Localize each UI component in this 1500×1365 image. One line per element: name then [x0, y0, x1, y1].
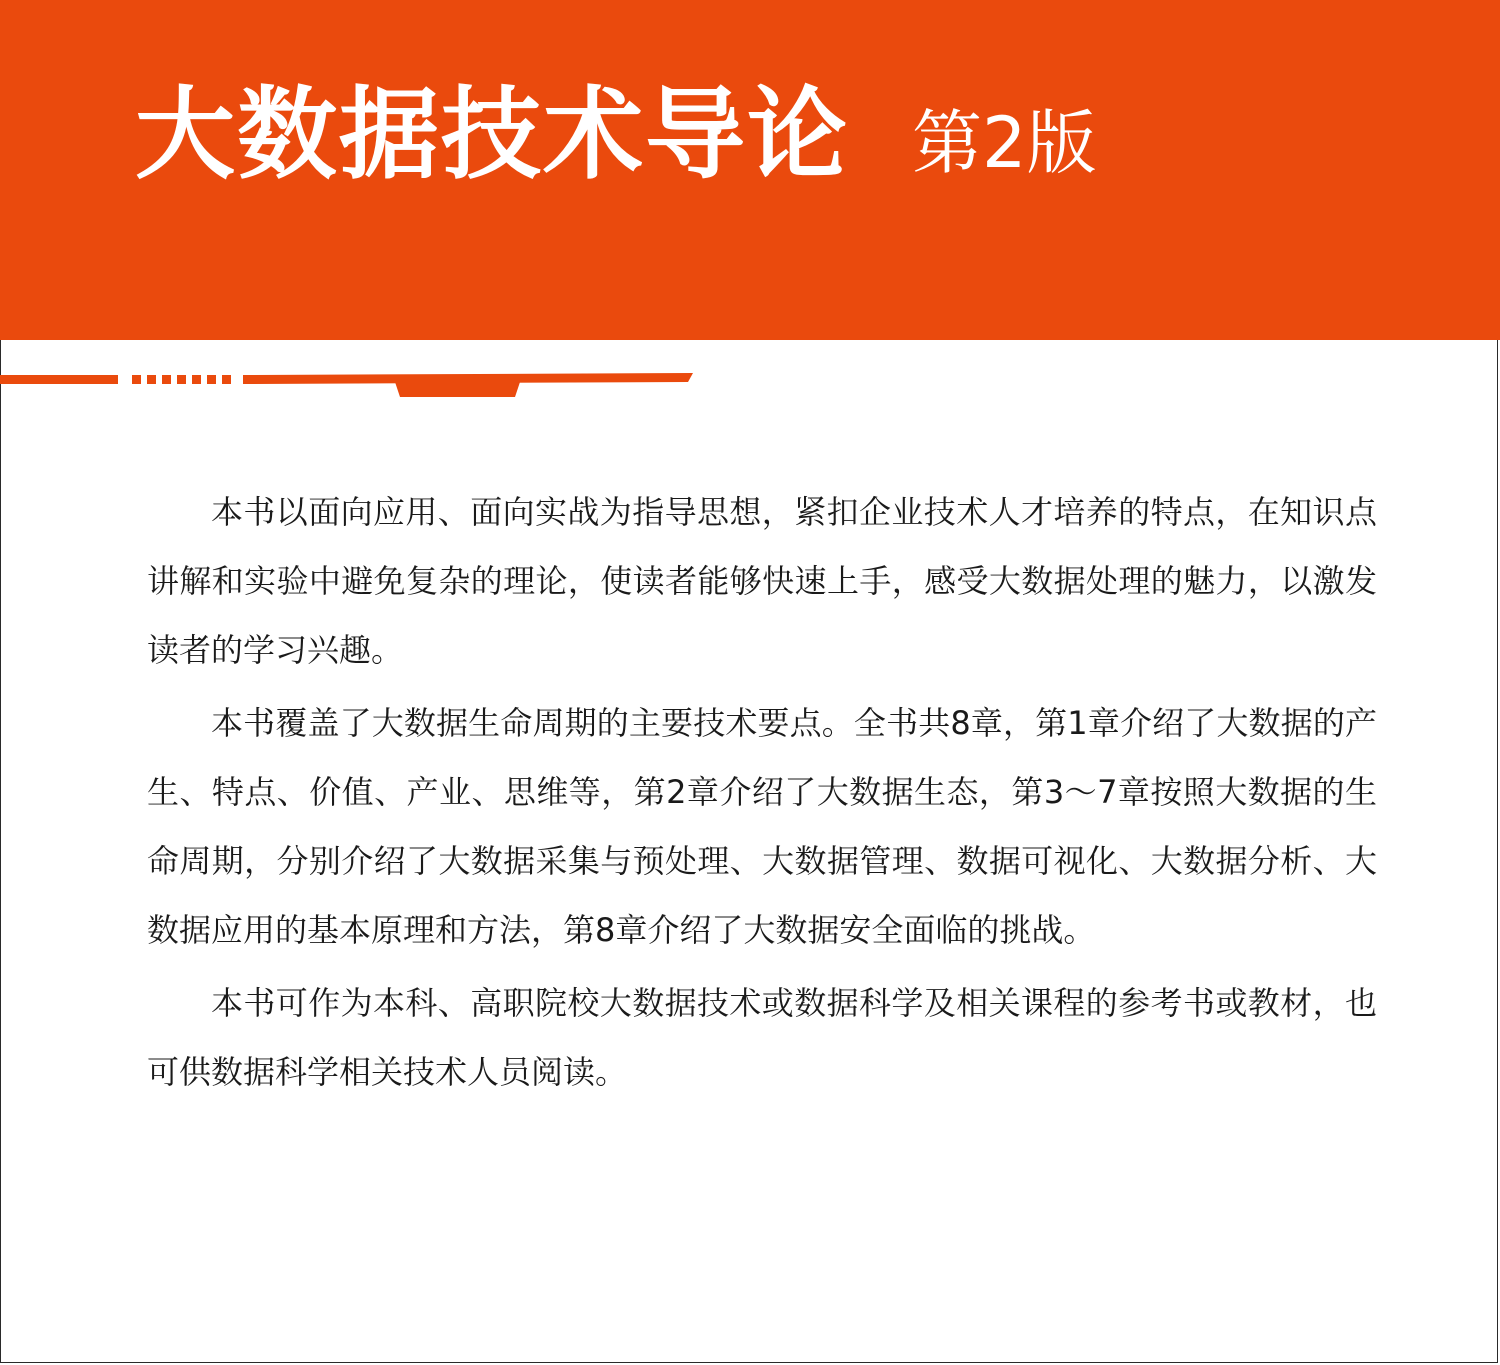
- decorative-stripe: [0, 370, 700, 400]
- header-band: [0, 0, 1500, 340]
- book-description: [147, 478, 1377, 1111]
- book-title: 大数据技术导论: [135, 76, 849, 193]
- description-paragraph: 本书以面向应用、面向实战为指导思想，紧扣企业技术人才培养的特点，在知识点讲解和实验中避免复杂的理论，使读者能够快速上手，感受大数据处理的魅力，以激发读者的学习兴趣。: [147, 493, 1377, 669]
- description-paragraph: 本书可作为本科、高职院校大数据技术或数据科学及相关课程的参考书或教材，也可供数据科学相关技术人员阅读。: [147, 984, 1377, 1091]
- edition-label: 第2版: [912, 102, 1097, 184]
- description-paragraph: 本书覆盖了大数据生命周期的主要技术要点。全书共8章，第1章介绍了大数据的产生、特点、价值、产业、思维等，第2章介绍了大数据生态，第3～7章按照大数据的生命周期，分别介绍了大数据采集与预处理、大数据管理、数据可视化、大数据分析、大数据应用的基本原理和方法，第8章介绍了大数据安全面临的挑战。: [147, 704, 1377, 949]
